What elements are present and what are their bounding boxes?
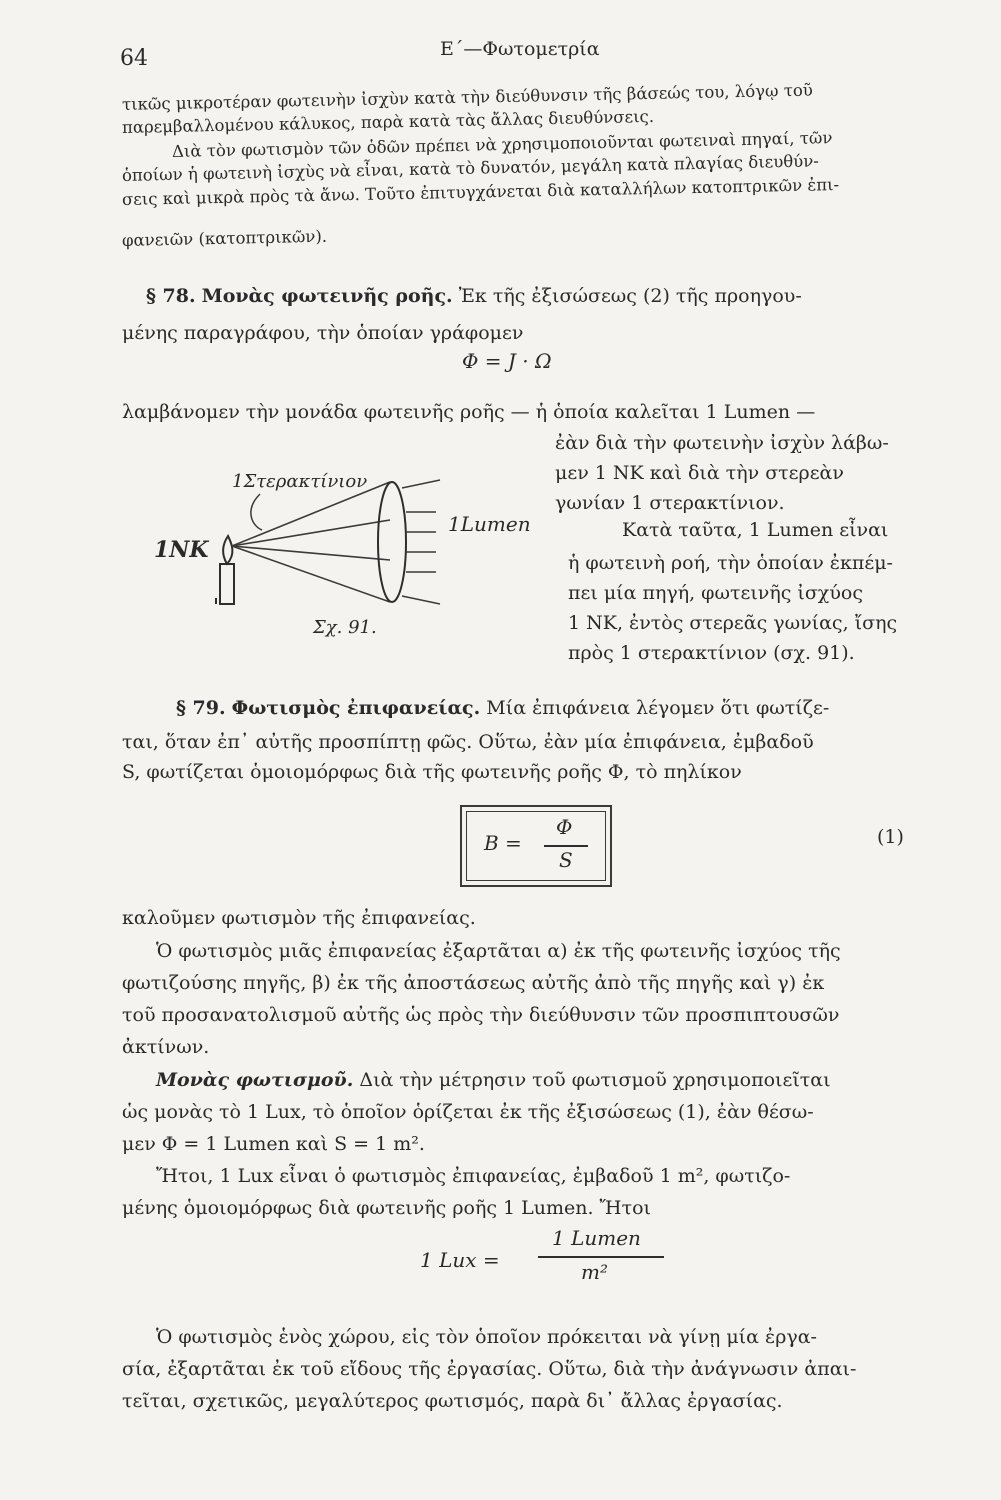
section-79-number: § 79. xyxy=(176,697,226,719)
formula-phi: Φ = J · Ω xyxy=(462,349,552,373)
lux-formula-denominator: m² xyxy=(581,1260,608,1284)
intro-line: Διὰ τὸν φωτισμὸν τῶν ὁδῶν πρέπει νὰ χρησιμοποιοῦνται φωτειναὶ πηγαί, τῶν xyxy=(171,128,833,161)
box-formula-fraction-bar xyxy=(544,845,588,847)
unit-line: μεν Φ = 1 Lumen καὶ S = 1 m². xyxy=(122,1133,425,1155)
intro-line: φανειῶν (κατοπτρικῶν). xyxy=(121,226,328,250)
figure-label-steradian: 1Στερακτίνιον xyxy=(232,471,368,492)
lux-formula-numerator: 1 Lumen xyxy=(552,1226,641,1250)
final-line: σία, ἐξαρτᾶται ἐκ τοῦ εἴδους τῆς ἐργασίας. Οὕτω, διὰ τὴν ἀνάγνωσιν ἀπαι- xyxy=(122,1358,857,1380)
intro-line: σεις καὶ μικρὰ πρὸς τὰ ἄνω. Τοῦτο ἐπιτυγχάνεται διὰ καταλλήλων κατοπτρικῶν ἐπι- xyxy=(121,174,840,209)
section-79-heading-line xyxy=(176,693,829,723)
para2-line: τοῦ προσανατολισμοῦ αὐτῆς ὡς πρὸς τὴν διεύθυνσιν τῶν προσπιπτουσῶν xyxy=(122,1004,840,1026)
section-78-text: Ἐκ τῆς ἐξισώσεως (2) τῆς προηγου- xyxy=(458,285,802,307)
right-col-line: πρὸς 1 στερακτίνιον (σχ. 91). xyxy=(568,642,855,664)
page-number: 64 xyxy=(120,46,148,71)
figure-label-lumen: 1Lumen xyxy=(448,512,531,536)
right-col-line: 1 NK, ἐντὸς στερεᾶς γωνίας, ἴσης xyxy=(568,612,898,634)
final-line: τεῖται, σχετικῶς, μεγαλύτερος φωτισμός, παρὰ δι᾽ ἄλλας ἐργασίας. xyxy=(122,1390,783,1412)
section-79-line: καλοῦμεν φωτισμὸν τῆς ἐπιφανείας. xyxy=(122,907,476,929)
final-line: Ὁ φωτισμὸς ἑνὸς χώρου, εἰς τὸν ὁποῖον πρόκειται νὰ γίνῃ μία ἐργα- xyxy=(156,1326,817,1348)
section-78-heading-line xyxy=(146,281,802,311)
box-formula-denominator: S xyxy=(559,848,573,872)
unit-text: Διὰ τὴν μέτρησιν τοῦ φωτισμοῦ χρησιμοποιεῖται xyxy=(359,1069,831,1091)
intro-line: τικῶς μικροτέραν φωτεινὴν ἰσχὺν κατὰ τὴν διεύθυνσιν τῆς βάσεώς του, λόγῳ τοῦ xyxy=(121,80,814,114)
section-78-line: μένης παραγράφου, τὴν ὁποίαν γράφομεν xyxy=(122,322,524,344)
section-79-line: ται, ὅταν ἐπ᾽ αὐτῆς προσπίπτῃ φῶς. Οὕτω, ἐὰν μία ἐπιφάνεια, ἐμβαδοῦ xyxy=(122,731,814,753)
unit-title: Μονὰς φωτισμοῦ. xyxy=(156,1069,354,1091)
right-col-line: μεν 1 NK καὶ διὰ τὴν στερεὰν xyxy=(555,462,844,484)
intro-line: παρεμβαλλομένου κάλυκος, παρὰ κατὰ τὰς ἄλλας διευθύνσεις. xyxy=(121,106,655,137)
intro-line: ὁποίων ἡ φωτεινὴ ἰσχὺς νὰ εἶναι, κατὰ τὸ δυνατόν, μεγάλη κατὰ πλαγίας διευθύν- xyxy=(121,151,820,185)
cone-section-ellipse xyxy=(378,482,406,602)
para2-line: Ὁ φωτισμὸς μιᾶς ἐπιφανείας ἐξαρτᾶται α) ἐκ τῆς φωτεινῆς ἰσχύος τῆς xyxy=(156,940,841,962)
right-col-line: ἡ φωτεινὴ ροή, τὴν ὁποίαν ἐκπέμ- xyxy=(568,552,893,574)
section-79-title: Φωτισμὸς ἐπιφανείας. xyxy=(231,697,481,719)
unit-line: ὡς μονὰς τὸ 1 Lux, τὸ ὁποῖον ὁρίζεται ἐκ τῆς ἐξισώσεως (1), ἐὰν θέσω- xyxy=(122,1101,814,1123)
lux-formula-lhs: 1 Lux = xyxy=(420,1248,500,1272)
section-79-line: S, φωτίζεται ὁμοιομόρφως διὰ τῆς φωτεινῆς ροῆς Φ, τὸ πηλίκον xyxy=(122,761,742,783)
running-title: Ε΄—Φωτομετρία xyxy=(440,38,600,60)
box-formula-lhs: B = xyxy=(484,831,522,855)
candle-icon xyxy=(216,536,234,604)
right-col-line: γωνίαν 1 στερακτίνιον. xyxy=(555,492,785,514)
right-col-line: Κατὰ ταῦτα, 1 Lumen εἶναι xyxy=(622,519,889,541)
steradian-pointer xyxy=(251,494,262,530)
para2-line: φωτιζούσης πηγῆς, β) ἐκ τῆς ἀποστάσεως αὐτῆς ἀπὸ τῆς πηγῆς καὶ γ) ἐκ xyxy=(122,972,825,994)
section-79-text: Μία ἐπιφάνεια λέγομεν ὅτι φωτίζε- xyxy=(486,697,830,719)
section-78-number: § 78. xyxy=(146,285,196,307)
lux-formula-fraction-bar xyxy=(538,1256,664,1258)
para3-line: Ἤτοι, 1 Lux εἶναι ὁ φωτισμὸς ἐπιφανείας, ἐμβαδοῦ 1 m², φωτιζο- xyxy=(156,1165,791,1187)
section-78-line: λαμβάνομεν τὴν μονάδα φωτεινῆς ροῆς — ἡ ὁποία καλεῖται 1 Lumen — xyxy=(122,401,816,423)
para3-line: μένης ὁμοιομόρφως διὰ φωτεινῆς ροῆς 1 Lumen. Ἤτοι xyxy=(122,1197,651,1219)
equation-number: (1) xyxy=(877,826,904,848)
para2-line: ἀκτίνων. xyxy=(122,1036,210,1058)
boxed-formula xyxy=(460,805,612,887)
box-formula-numerator: Φ xyxy=(556,815,573,839)
figure-label-nk: 1NK xyxy=(154,537,209,563)
figure-caption: Σχ. 91. xyxy=(313,617,377,638)
right-col-line: πει μία πηγή, φωτεινῆς ἰσχύος xyxy=(568,582,863,604)
section-78-title: Μονὰς φωτεινῆς ροῆς. xyxy=(201,285,453,307)
right-col-line: ἐὰν διὰ τὴν φωτεινὴν ἰσχὺν λάβω- xyxy=(555,432,889,454)
lumen-arrows xyxy=(402,480,440,604)
unit-line xyxy=(156,1065,831,1095)
